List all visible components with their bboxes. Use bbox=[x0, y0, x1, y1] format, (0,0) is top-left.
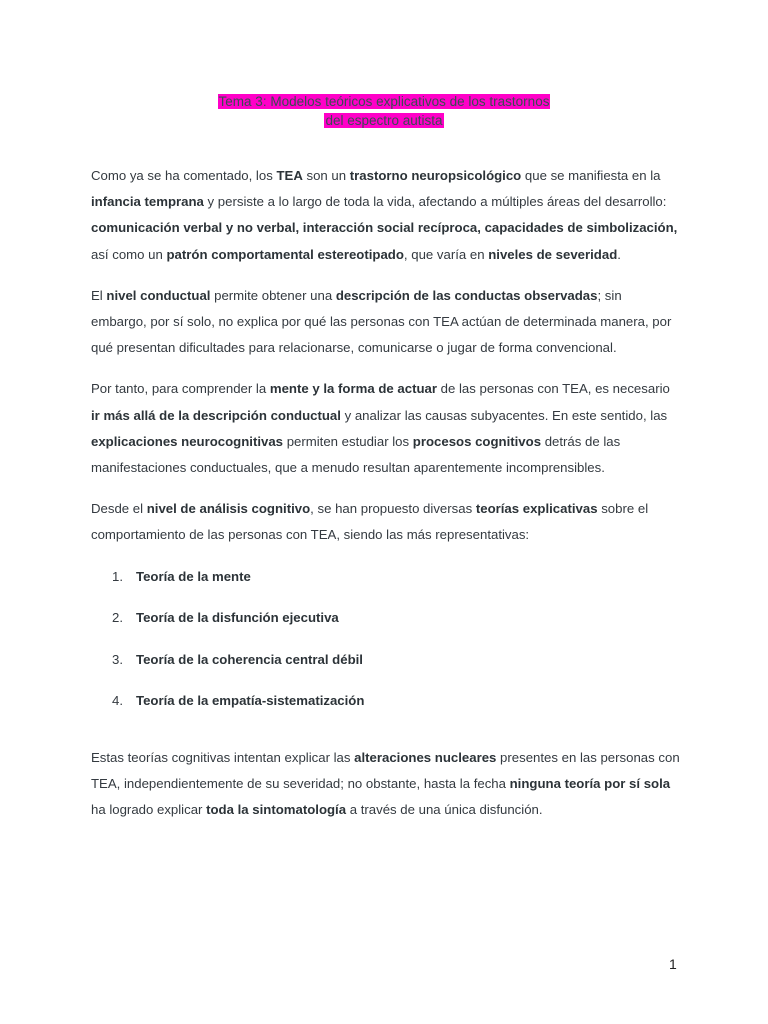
paragraph-closing bbox=[91, 745, 681, 824]
paragraph-cognitive-level bbox=[91, 496, 681, 548]
text-run: y analizar las causas subyacentes. En este sentido, las bbox=[340, 407, 668, 423]
bold-text: infancia temprana bbox=[91, 194, 204, 210]
text-run: que se manifiesta en la bbox=[521, 168, 661, 183]
bold-text: descripción de las conductas observadas bbox=[335, 287, 598, 303]
page-number: 1 bbox=[669, 956, 677, 972]
bold-text: niveles de severidad bbox=[488, 246, 618, 262]
text-run: , que varía en bbox=[403, 246, 489, 262]
list-item-number: 4. bbox=[112, 693, 123, 709]
paragraph-neurocognitive bbox=[91, 376, 681, 481]
bold-text: ninguna teoría por sí sola bbox=[509, 775, 671, 791]
text-run: permiten estudiar los bbox=[283, 433, 413, 449]
text-run: presentes en las personas con TEA, independientemente de su severidad; no obstante, hasta la fecha bbox=[91, 749, 680, 791]
paragraph-behavioral-level bbox=[91, 283, 681, 362]
text-run: Por tanto, para comprender la bbox=[91, 381, 270, 397]
text-run: de las personas con TEA, es necesario bbox=[436, 381, 670, 397]
text-run: permite obtener una bbox=[210, 287, 336, 303]
bold-text: TEA bbox=[276, 168, 303, 183]
text-run: Desde el bbox=[91, 501, 147, 517]
text-run: y persiste a lo largo de toda la vida, afectando a múltiples áreas del desarrollo: bbox=[203, 194, 667, 210]
bold-text: alteraciones nucleares bbox=[354, 749, 497, 765]
text-run: . bbox=[617, 246, 621, 262]
text-run: sobre el comportamiento de las personas con TEA, siendo las más representativas: bbox=[91, 501, 649, 543]
document-body bbox=[91, 163, 681, 838]
bold-text: toda la sintomatología bbox=[206, 802, 347, 818]
bold-text: comunicación verbal y no verbal, interacción social recíproca, capacidades de simbolización, bbox=[91, 220, 678, 236]
text-run: Estas teorías cognitivas intentan explicar las bbox=[91, 749, 355, 765]
text-run: ha logrado explicar bbox=[91, 802, 207, 818]
bold-text: mente y la forma de actuar bbox=[269, 381, 437, 397]
text-run: son un bbox=[302, 168, 350, 183]
text-run: Como ya se ha comentado, los bbox=[91, 168, 277, 183]
text-run: El bbox=[91, 287, 107, 303]
list-item bbox=[91, 647, 681, 689]
bold-text: nivel de análisis cognitivo bbox=[146, 501, 311, 517]
bold-text: trastorno neuropsicológico bbox=[349, 168, 522, 183]
bold-text: ir más allá de la descripción conductual bbox=[91, 407, 341, 423]
text-run: detrás de las manifestaciones conductuales, que a menudo resultan aparentemente incomprensibles. bbox=[91, 433, 621, 476]
bold-text: patrón comportamental estereotipado bbox=[166, 246, 404, 262]
bold-text: procesos cognitivos bbox=[412, 433, 542, 449]
title-line-1: Tema 3: Modelos teóricos explicativos de los trastornos bbox=[218, 94, 550, 109]
title-line-2: del espectro autista bbox=[325, 113, 443, 128]
list-item bbox=[91, 605, 681, 647]
list-item-number: 2. bbox=[112, 610, 123, 626]
list-item bbox=[91, 688, 681, 730]
text-run: así como un bbox=[91, 246, 167, 262]
text-run: a través de una única disfunción. bbox=[346, 802, 543, 818]
list-item-label: Teoría de la disfunción ejecutiva bbox=[136, 610, 339, 626]
paragraph-intro bbox=[91, 163, 681, 268]
theories-list bbox=[91, 564, 681, 730]
bold-text: teorías explicativas bbox=[475, 501, 598, 517]
list-item bbox=[91, 564, 681, 606]
list-item-number: 1. bbox=[112, 568, 123, 584]
bold-text: nivel conductual bbox=[106, 287, 211, 303]
document-title bbox=[0, 92, 768, 130]
list-item-number: 3. bbox=[112, 651, 123, 667]
list-item-label: Teoría de la mente bbox=[136, 568, 251, 584]
text-run: , se han propuesto diversas bbox=[310, 501, 476, 517]
list-item-label: Teoría de la coherencia central débil bbox=[136, 651, 363, 667]
text-run: ; sin embargo, por sí solo, no explica por qué las personas con TEA actúan de determinada manera, por qué presentan dificultades para relacionarse, comunicarse o jugar de forma convencional. bbox=[91, 287, 672, 356]
list-item-label: Teoría de la empatía-sistematización bbox=[136, 693, 365, 709]
bold-text: explicaciones neurocognitivas bbox=[91, 433, 284, 449]
